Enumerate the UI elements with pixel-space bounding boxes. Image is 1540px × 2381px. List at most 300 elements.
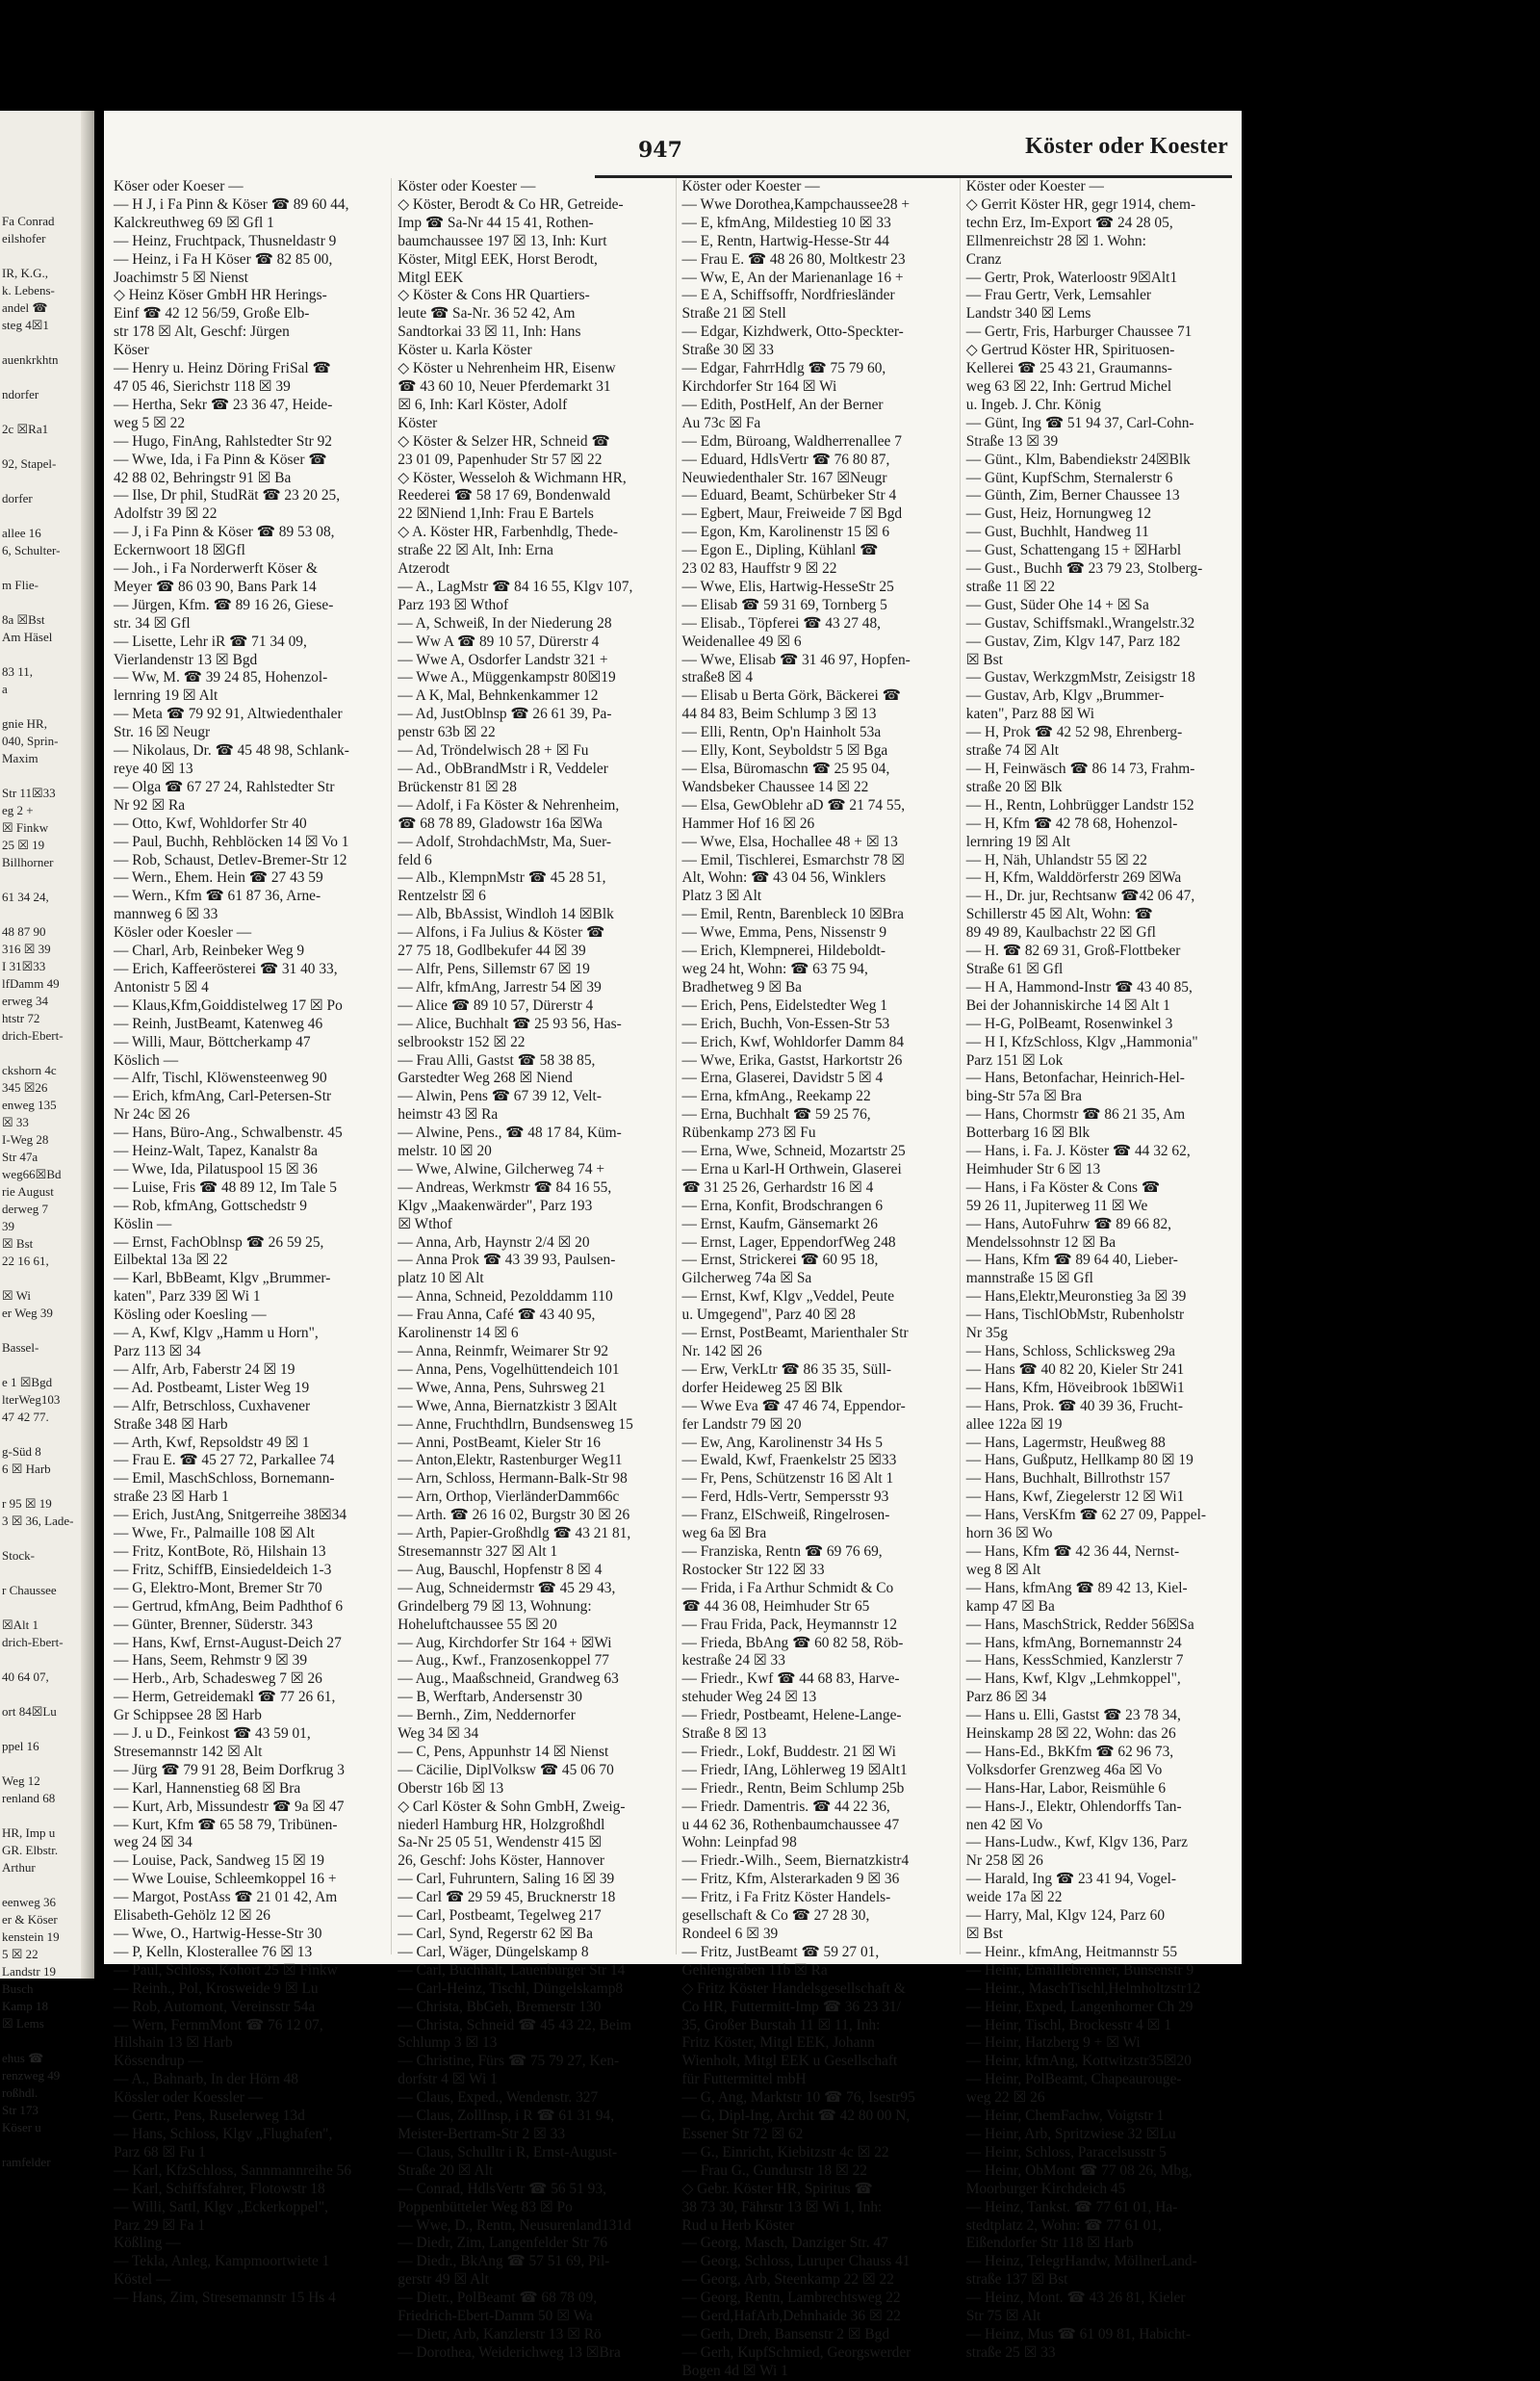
facing-page-line: erweg 34 — [2, 994, 49, 1008]
entry-line: Kössler oder Koessler — — [114, 2089, 264, 2107]
entry-line: — Tekla, Anleg, Kampmoortwiete 1 — [114, 2253, 330, 2270]
facing-page-line: 3 ☒ 36, Lade- — [2, 1514, 74, 1528]
entry-line: Antonistr 5 ☒ 4 — [114, 978, 209, 996]
entry-line: ◇ Gerrit Köster HR, gegr 1914, chem- — [965, 195, 1196, 213]
entry-line: — Georg, Schloss, Luruper Chauss 41 — [681, 2253, 911, 2270]
entry-line: Friedrich-Ebert-Damm 50 ☒ Wa — [398, 2308, 593, 2325]
entry-line: weg 24 ☒ 34 — [114, 1834, 192, 1851]
facing-page-line: Landstr 19 — [2, 1964, 56, 1979]
entry-line: Kellerei ☎ 25 43 21, Graumanns- — [965, 360, 1172, 377]
facing-page-line — [0, 1599, 73, 1617]
entry-line: Cranz — [965, 250, 1002, 268]
entry-line: — Hans, Gußputz, Hellkamp 80 ☒ 19 — [965, 1452, 1194, 1469]
entry-line: ◇ Fritz Köster Handelsgesellschaft & — [681, 1980, 906, 1997]
entry-line: — Wern., Kfm ☎ 61 87 36, Arne- — [114, 888, 321, 905]
entry-line: — Rob, Automont, Vereinsstr 54a — [114, 1998, 316, 2015]
entry-line: straße 137 ☒ Bst — [965, 2271, 1068, 2289]
facing-page-line — [0, 1530, 73, 1547]
entry-line: — Alb, BbAssist, Windloh 14 ☒Blk — [398, 906, 614, 923]
entry-line: — Hans, Chormstr ☎ 86 21 35, Am — [965, 1106, 1186, 1124]
facing-page-line: 83 11, — [2, 664, 34, 679]
entry-line: Straße 20 ☒ Alt — [398, 2161, 494, 2179]
entry-line: — Anton,Elektr, Rastenburger Weg11 — [398, 1452, 623, 1469]
entry-line: — Wwe, Elisab ☎ 31 46 97, Hopfen- — [681, 651, 911, 668]
entry-line: 27 75 18, Godlbekufer 44 ☒ 39 — [398, 943, 586, 960]
entry-line: — Erw, VerkLtr ☎ 86 35 35, Süll- — [681, 1360, 892, 1378]
entry-line: allee 122a ☒ 19 — [965, 1415, 1063, 1433]
entry-line: — H, Prok ☎ 42 52 98, Ehrenberg- — [965, 724, 1183, 741]
entry-line: — Olga ☎ 67 27 24, Rahlstedter Str — [114, 778, 335, 795]
entry-line: — Kurt, Kfm ☎ 65 58 79, Tribünen- — [114, 1816, 338, 1833]
facing-page-line — [0, 1651, 73, 1669]
entry-line: — Hans-J., Elektr, Ohlendorffs Tan- — [965, 1798, 1182, 1815]
entry-line: Ellmenreichstr 28 ☒ 1. Wohn: — [965, 232, 1146, 249]
entry-line: Schillerstr 45 ☒ Alt, Wohn: ☎ — [965, 906, 1153, 923]
entry-line: — Hans-Ludw., Kwf, Klgv 136, Parz — [965, 1834, 1189, 1851]
entry-line: — Erich, kfmAng, Carl-Petersen-Str — [114, 1088, 332, 1105]
entry-line: 38 73 30, Fährstr 13 ☒ Wi 1, Inh: — [681, 2198, 883, 2215]
entry-line: 22 ☒Niend 1,Inh: Frau E Bartels — [398, 505, 594, 523]
entry-line: — Erna, Glaserei, Davidstr 5 ☒ 4 — [681, 1070, 884, 1087]
entry-line: — Gust, Heiz, Hornungweg 12 — [965, 505, 1152, 523]
entry-line: fer Landstr 79 ☒ 20 — [681, 1415, 802, 1433]
entry-columns — [114, 178, 1232, 2379]
entry-line: — Fritz, JustBeamt ☎ 59 27 01, — [681, 1943, 880, 1960]
entry-line: — Ad., ObBrandMstr i R, Veddeler — [398, 761, 608, 777]
entry-line: gerstr 49 ☒ Alt — [398, 2271, 489, 2289]
entry-line: — Hans, Kwf, Ziegelerstr 12 ☒ Wi1 — [965, 1488, 1185, 1506]
entry-line: — Jürg ☎ 79 91 28, Beim Dorfkrug 3 — [114, 1761, 345, 1778]
entry-line: — Conrad, HdlsVertr ☎ 56 51 93, — [398, 2180, 606, 2197]
entry-line: — Wwe, D., Rentn, Neusurenland131d — [398, 2216, 631, 2234]
entry-line: — Otto, Kwf, Wohldorfer Str 40 — [114, 815, 307, 832]
entry-line: — Georg, Masch, Danziger Str. 47 — [681, 2235, 888, 2252]
entry-line: reye 40 ☒ 13 — [114, 761, 193, 777]
entry-line: Brückenstr 81 ☒ 28 — [398, 778, 517, 795]
entry-line: — Heinr, PolBeamt, Chapeaurouge- — [965, 2071, 1182, 2088]
entry-line: — Meta ☎ 79 92 91, Altwiedenthaler — [114, 706, 343, 723]
entry-line: mannweg 6 ☒ 33 — [114, 906, 218, 923]
entry-line: penstr 63b ☒ 22 — [398, 724, 496, 741]
entry-line: — Erich, Kaffeerösterei ☎ 31 40 33, — [114, 960, 338, 977]
facing-page-line: htstr 72 — [2, 1011, 40, 1025]
entry-line: — A., Bahnarb, In der Hörn 48 — [114, 2071, 298, 2088]
facing-page-line — [0, 369, 73, 386]
facing-page-line — [0, 247, 73, 265]
entry-line: — A, Kwf, Klgv „Hamm u Horn", — [114, 1325, 319, 1342]
entry-line: Eilbektal 13a ☒ 22 — [114, 1252, 228, 1269]
entry-line: Elisabeth-Gehölz 12 ☒ 26 — [114, 1907, 270, 1925]
entry-line: weg 24 ht, Wohn: ☎ 63 75 94, — [681, 960, 868, 977]
entry-line: straße 74 ☒ Alt — [965, 742, 1060, 760]
entry-line: — Arth. ☎ 26 16 02, Burgstr 30 ☒ 26 — [398, 1507, 630, 1524]
facing-page-line: HR, Imp u — [2, 1825, 56, 1840]
entry-line: — Christa, Schneid ☎ 45 43 22, Beim — [398, 2016, 631, 2033]
entry-line: — Elsa, GewOblehr aD ☎ 21 74 55, — [681, 796, 906, 814]
entry-line: — Alfr, kfmAng, Jarrestr 54 ☒ 39 — [398, 978, 602, 996]
facing-page-line: ☒ Lems — [2, 2016, 44, 2031]
entry-line: ◇ Köster & Cons HR Quartiers- — [398, 287, 590, 304]
entry-line: 89 49 89, Kaulbachstr 22 ☒ Gfl — [965, 924, 1156, 942]
entry-line: ☒ Wthof — [398, 1215, 452, 1232]
facing-page-line: gnie HR, — [2, 716, 47, 731]
facing-page-line: 8a ☒Bst — [2, 612, 45, 627]
facing-page-line — [0, 906, 73, 923]
entry-line: str 178 ☒ Alt, Geschf: Jürgen — [114, 324, 290, 341]
facing-page-line: enweg 135 — [2, 1098, 57, 1112]
column-3 — [676, 178, 948, 2379]
entry-line: Wienholt, Mitgl EEK u Gesellschaft — [681, 2053, 898, 2070]
entry-line: — Gerh, Dreh, Bansenstr 2 ☒ Bgd — [681, 2325, 890, 2342]
facing-page-line: weg66☒Bd — [2, 1167, 62, 1181]
entry-line: Kössendrup — — [114, 2053, 203, 2070]
entry-line: — Ad. Postbeamt, Lister Weg 19 — [114, 1379, 310, 1396]
facing-page-line: Str 47a — [2, 1150, 38, 1164]
facing-page-line: ehus ☎ — [2, 2051, 44, 2065]
entry-line: straße8 ☒ 4 — [681, 669, 754, 686]
facing-page-line: 61 34 24, — [2, 890, 49, 904]
entry-line: lernring 19 ☒ Alt — [965, 833, 1071, 850]
entry-line: — Kurt, Arb, Missundestr ☎ 9a ☒ 47 — [114, 1798, 345, 1815]
facing-page-line: m Flie- — [2, 578, 38, 592]
entry-line: — Elisab ☎ 59 31 69, Tornberg 5 — [681, 596, 887, 613]
entry-line: ◇ Köster, Wesseloh & Wichmann HR, — [398, 469, 627, 486]
entry-line: — Heinr, Arb, Spritzwiese 32 ☒Lu — [965, 2125, 1176, 2142]
facing-page-line: lterWeg103 — [2, 1392, 61, 1407]
entry-line: — Frieda, BbAng ☎ 60 82 58, Röb- — [681, 1634, 904, 1651]
entry-line: Mendelssohnstr 12 ☒ Ba — [965, 1233, 1116, 1251]
entry-line: — Heinr, Emaillebrenner, Bunsenstr 9 — [965, 1961, 1194, 1979]
entry-line: — E, kfmAng, Mildestieg 10 ☒ 33 — [681, 214, 891, 231]
facing-page-line: 92, Stapel- — [2, 456, 57, 471]
entry-line: — Gust., Buchh ☎ 23 79 23, Stolberg- — [965, 560, 1203, 578]
entry-line: Eißendorfer Str 118 ☒ Harb — [965, 2235, 1134, 2252]
facing-page-line: 22 16 61, — [2, 1254, 49, 1268]
entry-line: — Egbert, Maur, Freiweide 7 ☒ Bgd — [681, 505, 903, 523]
entry-line: Alt, Wohn: ☎ 43 04 56, Winklers — [681, 869, 886, 887]
entry-line: ☒ Bst — [965, 651, 1003, 668]
entry-line: — H, Kfm ☎ 42 78 68, Hohenzol- — [965, 815, 1178, 832]
entry-line: — Karl, KfzSchloss, Sannmannreihe 56 — [114, 2161, 352, 2179]
entry-line: Moorburger Kirchdeich 45 — [965, 2180, 1126, 2197]
entry-line: — Ewald, Kwf, Fraenkelstr 25 ☒33 — [681, 1452, 897, 1469]
entry-line: — Anna, Pens, Vogelhüttendeich 101 — [398, 1360, 620, 1378]
entry-line: heimstr 43 ☒ Ra — [398, 1106, 499, 1124]
entry-line: Stresemannstr 327 ☒ Alt 1 — [398, 1542, 558, 1560]
facing-page-line: Kamp 18 — [2, 1999, 49, 2013]
entry-line: Köster, Mitgl EEK, Horst Berodt, — [398, 250, 598, 268]
entry-line: — Gerd,HafArb,Dehnhaide 36 ☒ 22 — [681, 2308, 901, 2325]
entry-line: — A, Schweiß, In der Niederung 28 — [398, 614, 612, 632]
entry-line: — Heinz-Walt, Tapez, Kanalstr 8a — [114, 1143, 318, 1160]
facing-page-line: 6 ☒ Harb — [2, 1462, 51, 1476]
entry-line: Botterbarg 16 ☒ Blk — [965, 1125, 1091, 1142]
entry-line: — H, Feinwäsch ☎ 86 14 73, Frahm- — [965, 761, 1195, 777]
entry-line: Kößling — — [114, 2235, 181, 2252]
facing-page-line: renland 68 — [2, 1791, 56, 1805]
entry-line: — Henry u. Heinz Döring FriSal ☎ — [114, 360, 331, 377]
entry-line: — Ww, M. ☎ 39 24 85, Hohenzol- — [114, 669, 328, 686]
entry-line: — Ilse, Dr phil, StudRät ☎ 23 20 25, — [114, 487, 341, 505]
entry-line: — Alfr, Tischl, Klöwensteenweg 90 — [114, 1070, 327, 1087]
facing-page-line: auenkrkhtn — [2, 352, 59, 367]
facing-page-line: Am Häsel — [2, 630, 53, 644]
entry-line: Gilcherweg 74a ☒ Sa — [681, 1270, 812, 1287]
entry-line: — Eduard, Beamt, Schürbeker Str 4 — [681, 487, 897, 505]
entry-line: — Gertrud, kfmAng, Beim Padhthof 6 — [114, 1597, 344, 1615]
entry-line: — Margot, PostAss ☎ 21 01 42, Am — [114, 1889, 338, 1906]
facing-page-line: 6, Schulter- — [2, 543, 61, 557]
entry-line: Köster oder Koester — — [965, 178, 1104, 194]
entry-line: straße 20 ☒ Blk — [965, 778, 1063, 795]
entry-line: straße 23 ☒ Harb 1 — [114, 1488, 229, 1506]
facing-page-line: ppel 16 — [2, 1739, 39, 1753]
entry-line: — B, Werftarb, Andersenstr 30 — [398, 1689, 582, 1706]
entry-line: — Ferd, Hdls-Vertr, Sempersstr 93 — [681, 1488, 889, 1506]
entry-line: — Hans, Buchhalt, Billrothstr 157 — [965, 1470, 1170, 1488]
entry-line: — Fritz, Kfm, Alsterarkaden 9 ☒ 36 — [681, 1871, 900, 1888]
entry-line: — Hans, Büro-Ang., Schwalbenstr. 45 — [114, 1125, 343, 1142]
facing-page-line: ramfelder — [2, 2155, 51, 2169]
entry-line: ☎ 31 25 26, Gerhardstr 16 ☒ 4 — [681, 1178, 874, 1196]
entry-line: — Karl, Schiffsfahrer, Flotowstr 18 — [114, 2180, 325, 2197]
entry-line: Köslich — — [114, 1051, 179, 1069]
entry-line: — Wwe, Ida, i Fa Pinn & Köser ☎ — [114, 451, 327, 468]
entry-line: — Heinz, i Fa H Köser ☎ 82 85 00, — [114, 250, 333, 268]
facing-page-line: steg 4☒1 — [2, 318, 49, 332]
entry-line: — Gustav, WerkzgmMstr, Zeisigstr 18 — [965, 669, 1195, 686]
facing-page-line: Busch — [2, 1981, 34, 1996]
entry-line: dorfer Heideweg 25 ☒ Blk — [681, 1379, 843, 1396]
facing-page-line — [0, 1478, 73, 1495]
entry-line: — Christa, BbGeh, Bremerstr 130 — [398, 1998, 602, 2015]
entry-line: — Friedr.-Wilh., Seem, Biernatzkistr4 — [681, 1852, 910, 1870]
entry-line: — Günt., Klm, Babendiekstr 24☒Blk — [965, 451, 1191, 468]
entry-line: — Anni, PostBeamt, Kieler Str 16 — [398, 1434, 602, 1451]
entry-line: Köser oder Koeser — — [114, 178, 244, 194]
facing-page-line — [0, 1755, 73, 1773]
entry-line: — Ew, Ang, Karolinenstr 34 Hs 5 — [681, 1434, 883, 1451]
running-head: Köster oder Koester — [1025, 134, 1228, 159]
entry-line: Volksdorfer Grenzweg 46a ☒ Vo — [965, 1761, 1163, 1778]
entry-line: — Anna, Arb, Haynstr 2/4 ☒ 20 — [398, 1233, 590, 1251]
entry-line: Nr 35g — [965, 1325, 1008, 1342]
entry-line: — Gertr, Fris, Harburger Chaussee 71 — [965, 324, 1193, 341]
entry-line: — Eduard, HdlsVertr ☎ 76 80 87, — [681, 451, 890, 468]
entry-line: — Alfr, Arb, Faberstr 24 ☒ 19 — [114, 1360, 295, 1378]
entry-line: — Erna, Wwe, Schneid, Mozartstr 25 — [681, 1143, 906, 1160]
entry-line: — Cäcilie, DiplVolksw ☎ 45 06 70 — [398, 1761, 614, 1778]
entry-line: lernring 19 ☒ Alt — [114, 687, 218, 705]
entry-line: Fritz Köster, Mitgl EEK, Johann — [681, 2034, 875, 2052]
entry-line: stedtplatz 2, Wohn: ☎ 77 61 01, — [965, 2216, 1162, 2234]
entry-line: Landstr 340 ☒ Lems — [965, 305, 1091, 323]
entry-line: — Reinh, JustBeamt, Katenweg 46 — [114, 1015, 323, 1032]
entry-line: — Friedr., Lokf, Buddestr. 21 ☒ Wi — [681, 1743, 896, 1760]
entry-line: Bradhetweg 9 ☒ Ba — [681, 978, 802, 996]
facing-page-line — [0, 1721, 73, 1738]
directory-page — [104, 111, 1242, 2379]
entry-line: — Hans-Ed., BkKfm ☎ 62 96 73, — [965, 1743, 1174, 1760]
entry-line: — Rob, Schaust, Detlev-Bremer-Str 12 — [114, 851, 347, 868]
entry-line: — Hans, Zim, Stresemannstr 15 Hs 4 — [114, 2290, 336, 2307]
facing-page-line: ckshorn 4c — [2, 1063, 57, 1077]
entry-line: — Joh., i Fa Norderwerft Köser & — [114, 560, 319, 578]
entry-line: — Nikolaus, Dr. ☎ 45 48 98, Schlank- — [114, 742, 349, 760]
entry-line: ◇ Carl Köster & Sohn GmbH, Zweig- — [398, 1798, 626, 1815]
entry-line: — Edm, Büroang, Waldherrenallee 7 — [681, 432, 902, 450]
entry-line: für Futtermittel mbH — [681, 2071, 807, 2088]
entry-line: — Elly, Kont, Seyboldstr 5 ☒ Bga — [681, 742, 888, 760]
entry-line: ☎ 68 78 89, Gladowstr 16a ☒Wa — [398, 815, 603, 832]
facing-page-line: g-Süd 8 — [2, 1444, 41, 1459]
entry-line: — H J, i Fa Pinn & Köser ☎ 89 60 44, — [114, 195, 349, 213]
page-number: 947 — [638, 138, 682, 163]
entry-line: — Anne, Fruchthdlrn, Bundsensweg 15 — [398, 1415, 633, 1433]
entry-line: Essener Str 72 ☒ 62 — [681, 2125, 804, 2142]
entry-line: Heinskamp 28 ☒ 22, Wohn: das 26 — [965, 1725, 1176, 1743]
entry-line: — Hans, Kfm ☎ 89 64 40, Lieber- — [965, 1252, 1178, 1269]
facing-page-line: 345 ☒26 — [2, 1080, 48, 1095]
entry-line: — Alice, Buchhalt ☎ 25 93 56, Has- — [398, 1015, 622, 1032]
entry-line: — Elisab u Berta Görk, Bäckerei ☎ — [681, 687, 901, 705]
entry-line: Imp ☎ Sa-Nr 44 15 41, Rothen- — [398, 214, 594, 231]
entry-line: nen 42 ☒ Vo — [965, 1816, 1043, 1833]
entry-line: Rondeel 6 ☒ 39 — [681, 1926, 779, 1942]
entry-line: — Heinr., MaschTischl,Helmholtzstr12 — [965, 1980, 1201, 1997]
entry-line: str. 34 ☒ Gfl — [114, 614, 191, 632]
facing-page-line: drich-Ebert- — [2, 1635, 64, 1649]
entry-line: — Frau E. ☎ 48 26 80, Moltkestr 23 — [681, 250, 906, 268]
entry-line: — Frau Frida, Pack, Heymannstr 12 — [681, 1616, 898, 1633]
entry-line: — Gustav, Arb, Klgv „Brummer- — [965, 687, 1165, 705]
facing-page-line: 48 87 90 — [2, 924, 46, 939]
entry-line: Weg 34 ☒ 34 — [398, 1725, 479, 1743]
entry-line: straße 11 ☒ 22 — [965, 578, 1056, 595]
entry-line: — Claus, ZollInsp, i R ☎ 61 31 94, — [398, 2108, 615, 2125]
entry-line: — H., Dr. jur, Rechtsanw ☎42 06 47, — [965, 888, 1195, 905]
entry-line: — Heinr, ObMont ☎ 77 08 26, Mbg, — [965, 2161, 1193, 2179]
entry-line: — Karl, BbBeamt, Klgv „Brummer- — [114, 1270, 331, 1287]
entry-line: — Heinz, Mont. ☎ 43 26 81, Kieler — [965, 2290, 1186, 2307]
entry-line: — H, Näh, Uhlandstr 55 ☒ 22 — [965, 851, 1147, 868]
entry-line: Rübenkamp 273 ☒ Fu — [681, 1125, 816, 1142]
facing-page-line: Maxim — [2, 751, 38, 765]
entry-line: — Hans, Schloss, Schlicksweg 29a — [965, 1343, 1175, 1359]
entry-line: — Bernh., Zim, Neddernorfer — [398, 1707, 576, 1724]
entry-line: — Gerh, KupfSchmied, Georgswerder — [681, 2343, 911, 2361]
facing-page-fragment — [0, 111, 94, 2169]
entry-line: Str 75 ☒ Alt — [965, 2308, 1041, 2325]
facing-page-line: r 95 ☒ 19 — [2, 1496, 52, 1511]
entry-line: Parz 113 ☒ 34 — [114, 1343, 201, 1359]
entry-line: — Hans, Schloss, Klgv „Flughafen", — [114, 2125, 333, 2142]
entry-line: — Willi, Maur, Böttcherkamp 47 — [114, 1033, 311, 1050]
entry-line: u 44 62 36, Rothenbaumchaussee 47 — [681, 1816, 900, 1833]
entry-line: weg 5 ☒ 22 — [114, 414, 186, 431]
entry-line: — Ernst, Strickerei ☎ 60 95 18, — [681, 1252, 879, 1269]
entry-line: — Paul, Schloss, Kohort 25 ☒ Finkw — [114, 1961, 338, 1979]
facing-page-line: roßhdl. — [2, 2085, 38, 2100]
entry-line: — Wwe, Ida, Pilatuspool 15 ☒ 36 — [114, 1160, 318, 1178]
entry-line: Köster u. Karla Köster — [398, 342, 532, 359]
entry-line: — Herm, Getreidemakl ☎ 77 26 61, — [114, 1689, 336, 1706]
entry-line: Vierlandenstr 13 ☒ Bgd — [114, 651, 258, 668]
entry-line: — Louise, Pack, Sandweg 15 ☒ 19 — [114, 1852, 324, 1870]
entry-line: — Ernst, FachOblnsp ☎ 26 59 25, — [114, 1233, 324, 1251]
entry-line: Sandtorkai 33 ☒ 11, Inh: Hans — [398, 324, 581, 341]
entry-line: 23 02 83, Hauffstr 9 ☒ 22 — [681, 560, 837, 578]
entry-line: u. Umgegend", Parz 40 ☒ 28 — [681, 1307, 856, 1324]
facing-page-line: 40 64 07, — [2, 1669, 49, 1684]
entry-line: Straße 61 ☒ Gfl — [965, 960, 1064, 977]
entry-line: Wohn: Leinpfad 98 — [681, 1834, 797, 1851]
entry-line: — G, Dipl-Ing, Archit ☎ 42 80 00 N, — [681, 2108, 911, 2125]
facing-page-line: 040, Sprin- — [2, 734, 59, 748]
entry-line: katen", Parz 339 ☒ Wi 1 — [114, 1288, 261, 1306]
entry-line: — Hans, Kfm, Höveibrook 1b☒Wi1 — [965, 1379, 1185, 1396]
entry-line: Hoheluftchaussee 55 ☒ 20 — [398, 1616, 557, 1633]
entry-line: — Carl, Postbeamt, Tegelweg 217 — [398, 1907, 602, 1925]
entry-line: — Alfr, Pens, Sillemstr 67 ☒ 19 — [398, 960, 590, 977]
facing-page-line: andel ☎ — [2, 300, 48, 315]
facing-page-line — [0, 473, 73, 490]
entry-line: — Erna u Karl-H Orthwein, Glaserei — [681, 1160, 902, 1178]
facing-page-line: eilshofer — [2, 231, 46, 246]
entry-line: Gehlengraben 11b ☒ Ra — [681, 1961, 828, 1979]
facing-page-line: Stock- — [2, 1548, 35, 1563]
entry-line: — Emil, Rentn, Barenbleck 10 ☒Bra — [681, 906, 904, 923]
entry-line: Parz 86 ☒ 34 — [965, 1689, 1047, 1706]
entry-line: — Wwe, O., Hartwig-Hesse-Str 30 — [114, 1926, 322, 1942]
entry-line: — Erna, Buchhalt ☎ 59 25 76, — [681, 1106, 871, 1124]
entry-line: Heimhuder Str 6 ☒ 13 — [965, 1160, 1101, 1178]
facing-page-line — [0, 507, 73, 525]
entry-line: ◇ Gebr. Köster HR, Spiritus ☎ — [681, 2180, 873, 2197]
entry-line: — Heinz, Mus ☎ 61 09 81, Habicht- — [965, 2325, 1192, 2342]
entry-line: Straße 21 ☒ Stell — [681, 305, 786, 323]
facing-page-line: 39 — [2, 1219, 14, 1233]
entry-line: — Heinr, Hatzberg 9 + ☒ Wi — [965, 2034, 1141, 2052]
facing-page-line: 25 ☒ 19 — [2, 838, 45, 852]
entry-line: Parz 151 ☒ Lok — [965, 1051, 1064, 1069]
entry-line: Klgv „Maakenwärder", Parz 193 — [398, 1197, 593, 1214]
entry-line: Köstel — — [114, 2271, 171, 2289]
facing-page-line — [0, 1322, 73, 1339]
entry-line: — Erich, Pens, Eidelstedter Weg 1 — [681, 996, 887, 1014]
entry-line: — Klaus,Kfm,Goiddistelweg 17 ☒ Po — [114, 996, 343, 1014]
facing-page-line: ☒Alt 1 — [2, 1618, 39, 1632]
entry-line: — Gertr., Pens, Ruselerweg 13d — [114, 2108, 305, 2125]
entry-line: — H I, KfzSchloss, Klgv „Hammonia" — [965, 1033, 1198, 1050]
entry-line: — Fritz, KontBote, Rö, Hilshain 13 — [114, 1542, 326, 1560]
entry-line: ◇ Heinz Köser GmbH HR Herings- — [114, 287, 327, 304]
entry-line: — Friedr., Kwf ☎ 44 68 83, Harve- — [681, 1670, 900, 1688]
facing-page-line — [0, 1357, 73, 1374]
facing-page-line: ☒ Bst — [2, 1236, 34, 1251]
entry-line: — Arn, Schloss, Hermann-Balk-Str 98 — [398, 1470, 628, 1488]
entry-line: Nr 24c ☒ 26 — [114, 1106, 191, 1124]
entry-line: — Heinr, ChemFachw, Voigtstr 1 — [965, 2108, 1165, 2125]
facing-page-line: e 1 ☒Bgd — [2, 1375, 53, 1389]
entry-line: weg 22 ☒ 26 — [965, 2089, 1045, 2107]
facing-page-line — [0, 559, 73, 577]
facing-page-line — [0, 646, 73, 663]
entry-line: — Hans, KessSchmied, Kanzlerstr 7 — [965, 1652, 1184, 1669]
facing-page-line — [0, 767, 73, 785]
entry-line: — Wwe, Alwine, Gilcherweg 74 + — [398, 1160, 605, 1178]
entry-line: — Heinr, Exped, Langenhorner Ch 29 — [965, 1998, 1194, 2015]
